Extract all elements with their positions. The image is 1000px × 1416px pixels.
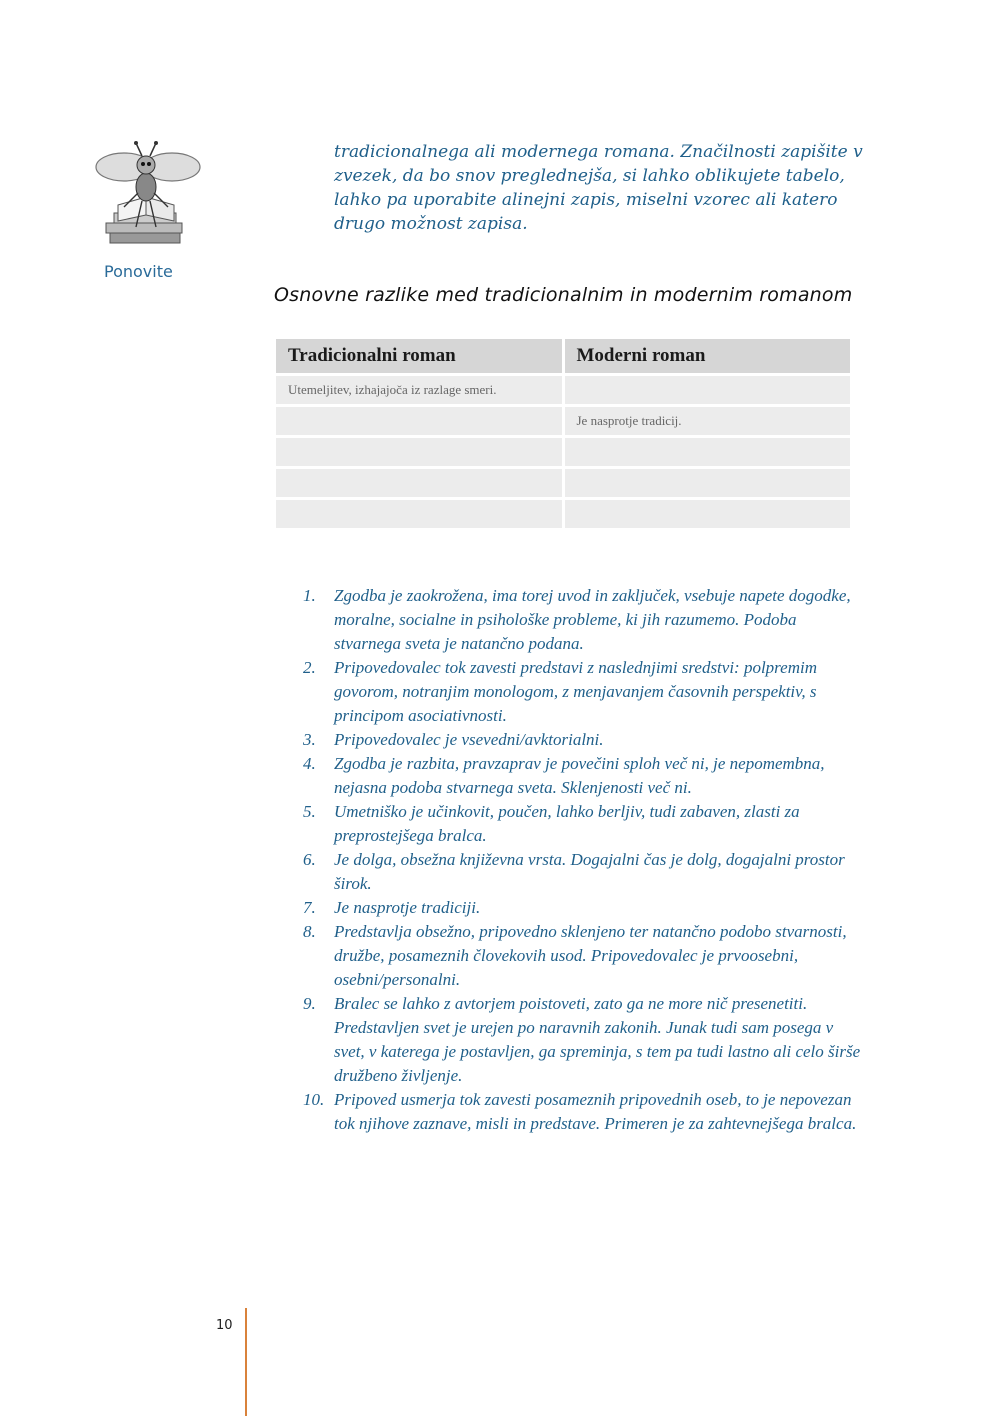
list-item-number: 9. bbox=[303, 994, 316, 1013]
list-item-number: 3. bbox=[303, 730, 316, 749]
table-row bbox=[276, 500, 850, 528]
table-cell bbox=[276, 469, 562, 497]
list-item bbox=[303, 992, 863, 1088]
list-item-text: Zgodba je razbita, pravzaprav je povečini sploh več ni, je nepomembna, nejasna podoba stvarnega sveta. Sklenjenosti več ni. bbox=[334, 754, 825, 797]
list-item-text: Pripovedovalec je vsevedni/avktorialni. bbox=[334, 730, 604, 749]
list-item bbox=[303, 920, 863, 992]
table-cell bbox=[565, 500, 851, 528]
table-cell: Je nasprotje tradicij. bbox=[565, 407, 851, 435]
list-item-text: Bralec se lahko z avtorjem poistoveti, zato ga ne more nič presenetiti. Predstavljen svet je urejen po naravnih zakonih. Junak tudi sam posega v svet, v katerega je postavljen, ga spreminja, s tem pa tudi lastno ali celo širše družbeno življenje. bbox=[334, 994, 861, 1085]
table-cell bbox=[276, 500, 562, 528]
list-item-number: 5. bbox=[303, 802, 316, 821]
list-item-number: 2. bbox=[303, 658, 316, 677]
list-item-number: 1. bbox=[303, 586, 316, 605]
table-row bbox=[276, 438, 850, 466]
list-item-text: Je dolga, obsežna književna vrsta. Dogajalni čas je dolg, dogajalni prostor širok. bbox=[334, 850, 845, 893]
table-header-traditional: Tradicionalni roman bbox=[276, 339, 562, 373]
list-item bbox=[303, 848, 863, 896]
list-item bbox=[303, 584, 863, 656]
list-item-text: Pripoved usmerja tok zavesti posameznih pripovednih oseb, to je nepovezan tok njihove zaznave, misli in predstave. Primeren je za zahtevnejšega bralca. bbox=[334, 1090, 857, 1133]
table-cell: Utemeljitev, izhajajoča iz razlage smeri. bbox=[276, 376, 562, 404]
table-row bbox=[276, 407, 850, 435]
comparison-table bbox=[273, 336, 853, 531]
list-item bbox=[303, 896, 863, 920]
table-header-modern: Moderni roman bbox=[565, 339, 851, 373]
list-item bbox=[303, 800, 863, 848]
list-item bbox=[303, 728, 863, 752]
list-item bbox=[303, 1088, 863, 1136]
list-item-text: Umetniško je učinkovit, poučen, lahko berljiv, tudi zabaven, zlasti za preprostejšega bralca. bbox=[334, 802, 800, 845]
list-item bbox=[303, 752, 863, 800]
table-cell bbox=[565, 469, 851, 497]
intro-text: tradicionalnega ali modernega romana. Značilnosti zapišite v zvezek, da bo snov preglednejša, si lahko oblikujete tabelo, lahko pa uporabite alinejni zapis, miselni vzorec ali katero drugo možnost zapisa. bbox=[334, 142, 863, 234]
table-cell bbox=[565, 438, 851, 466]
list-item-number: 8. bbox=[303, 922, 316, 941]
section-title: Osnovne razlike med tradicionalnim in modernim romanom bbox=[274, 284, 853, 306]
list-item-text: Je nasprotje tradiciji. bbox=[334, 898, 481, 917]
table-cell bbox=[276, 407, 562, 435]
side-label: Ponovite bbox=[104, 262, 173, 281]
list-item-number: 4. bbox=[303, 754, 316, 773]
list-item-number: 6. bbox=[303, 850, 316, 869]
list-item bbox=[303, 656, 863, 728]
table-row bbox=[276, 376, 850, 404]
characteristics-list bbox=[303, 584, 863, 1136]
list-item-text: Zgodba je zaokrožena, ima torej uvod in zaključek, vsebuje napete dogodke, moralne, socialne in psihološke probleme, ki jih razumemo. Podoba stvarnega sveta je natančno podana. bbox=[334, 586, 851, 653]
page-divider bbox=[245, 1308, 247, 1416]
table-row bbox=[276, 469, 850, 497]
list-item-text: Pripovedovalec tok zavesti predstavi z naslednjimi sredstvi: polpremim govorom, notranjim monologom, z menjavanjem časovnih perspektiv, s principom asociativnosti. bbox=[334, 658, 817, 725]
list-item-number: 10. bbox=[303, 1090, 325, 1109]
bee-reading-books-icon bbox=[88, 135, 208, 255]
list-item-text: Predstavlja obsežno, pripovedno sklenjeno ter natančno podobo stvarnosti, družbe, posameznih človekovih usod. Pripovedovalec je prvoosebni, osebni/personalni. bbox=[334, 922, 847, 989]
page-number: 10 bbox=[216, 1318, 233, 1333]
list-item-number: 7. bbox=[303, 898, 316, 917]
table-cell bbox=[276, 438, 562, 466]
table-cell bbox=[565, 376, 851, 404]
